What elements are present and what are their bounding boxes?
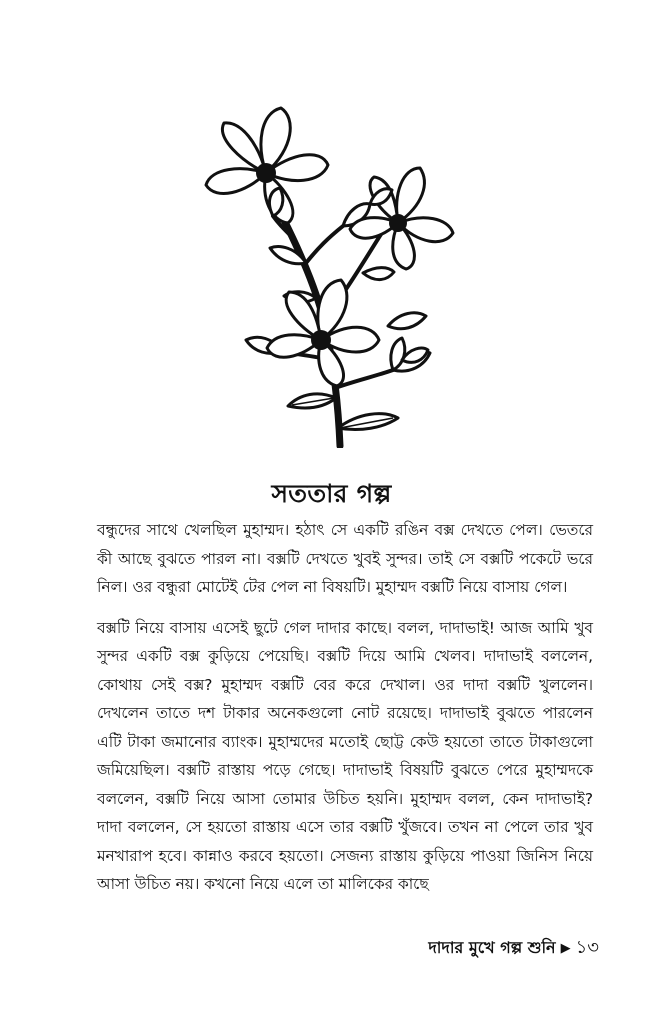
page-number: ১৩: [575, 937, 599, 958]
flower-illustration: [188, 98, 478, 448]
story-title: সততার গল্প: [271, 479, 392, 508]
page-footer: [428, 933, 599, 964]
footer-book-title: দাদার মুখে গল্প শুনি: [428, 938, 556, 957]
story-paragraph-2: বক্সটি নিয়ে বাসায় এসেই ছুটে গেল দাদার কাছে। বলল, দাদাভাই! আজ আমি খুব সুন্দর একটি বক্স কুড়িয়ে পেয়েছি। বক্সটি দিয়ে আমি খেলব। দাদাভাই বললেন, কোথায় সেই বক্স? মুহাম্মদ বক্সটি বের করে দেখাল। ওর দাদা বক্সটি খুললেন। দেখলেন তাতে দশ টাকার অনেকগুলো নোট রয়েছে। দাদাভাই বুঝতে পারলেন এটি টাকা জমানোর ব্যাংক। মুহাম্মদের মতোই ছোট্ট কেউ হয়তো তাতে টাকাগুলো জমিয়েছিল। বক্সটি রাস্তায় পড়ে গেছে। দাদাভাই বিষয়টি বুঝতে পেরে মুহাম্মদকে বললেন, বক্সটি নিয়ে আসা তোমার উচিত হয়নি। মুহাম্মদ বলল, কেন দাদাভাই? দাদা বললেন, সে হয়তো রাস্তায় এসে তার বক্সটি খুঁজবে। তখন না পেলে তার খুব মনখারাপ হবে। কান্নাও করবে হয়তো। সেজন্য রাস্তায় কুড়িয়ে পাওয়া জিনিস নিয়ে আসা উচিত নয়। কখনো নিয়ে এলে তা মালিকের কাছে: [97, 618, 593, 893]
story-paragraph-1: বন্ধুদের সাথে খেলছিল মুহাম্মদ। হঠাৎ সে একটি রঙিন বক্স দেখতে পেল। ভেতরে কী আছে বুঝতে পারল না। বক্সটি দেখতে খুবই সুন্দর। তাই সে বক্সটি পকেটে ভরে নিল। ওর বন্ধুরা মোটেই টের পেল না বিষয়টি। মুহাম্মদ বক্সটি নিয়ে বাসায় গেল।: [97, 521, 593, 596]
triangle-right-icon: ▶: [560, 941, 571, 956]
story-body: [97, 516, 593, 911]
